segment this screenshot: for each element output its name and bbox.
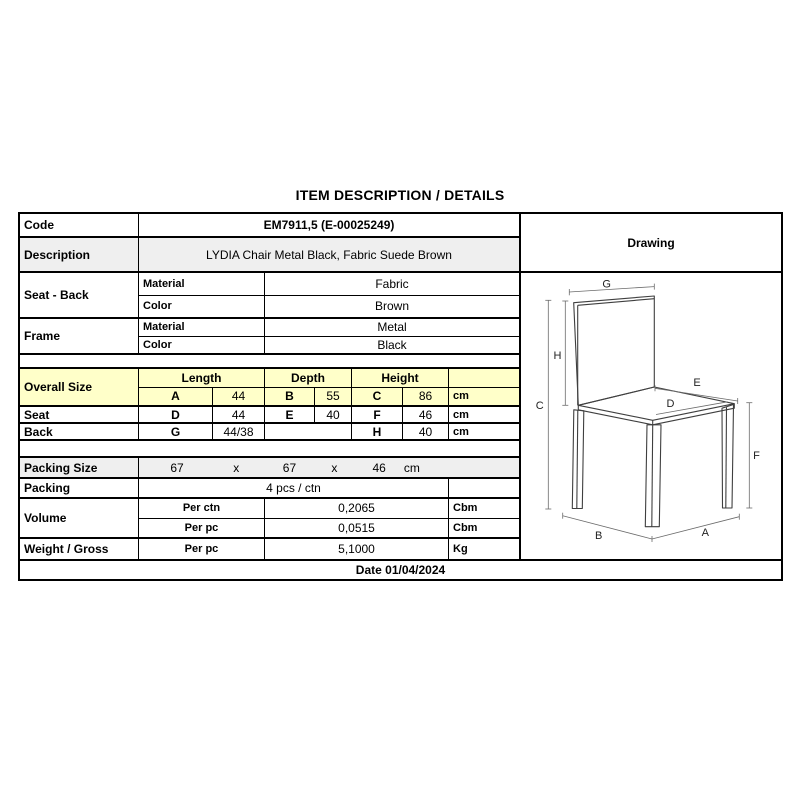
chair-drawing xyxy=(521,273,781,559)
seat-row xyxy=(20,407,519,424)
seat-value-d: 44 xyxy=(213,407,265,422)
size-header-height: Height xyxy=(352,369,449,387)
packing-value: 4 pcs / ctn xyxy=(139,479,449,497)
back-letter-g: G xyxy=(139,424,213,439)
back-value-h: 40 xyxy=(403,424,449,439)
back-unit: cm xyxy=(453,425,469,438)
chair-seat xyxy=(578,387,734,420)
packing-size-dim2: 67 xyxy=(282,460,297,475)
packing-label: Packing xyxy=(20,479,139,497)
packing-row xyxy=(20,479,519,499)
chair-leg-front xyxy=(645,425,661,527)
description-value: LYDIA Chair Metal Black, Fabric Suede Brown xyxy=(206,247,452,262)
dim-line-b xyxy=(563,516,652,539)
weight-per-pc-value: 5,1000 xyxy=(265,539,449,559)
drawing-title: Drawing xyxy=(521,214,781,273)
volume-label: Volume xyxy=(20,499,139,537)
frame-color-label: Color xyxy=(139,337,265,354)
seat-letter-d: D xyxy=(139,407,213,422)
packing-size-dim1: 67 xyxy=(170,460,184,475)
frame-color-row xyxy=(139,337,519,354)
overall-letter-c: C xyxy=(352,388,403,406)
page-title: ITEM DESCRIPTION / DETAILS xyxy=(295,187,505,203)
weight-label: Weight / Gross xyxy=(20,539,139,559)
code-label: Code xyxy=(20,214,139,236)
description-label: Description xyxy=(20,238,139,271)
packing-size-x2: x xyxy=(331,460,338,475)
overall-unit: cm xyxy=(453,390,469,403)
packing-size-dim3: 46 xyxy=(372,460,386,475)
volume-per-pc-row xyxy=(139,519,519,538)
back-letter-h: H xyxy=(352,424,403,439)
volume-per-ctn-value: 0,2065 xyxy=(265,499,449,518)
packing-empty-cell xyxy=(449,479,519,497)
packing-size-unit: cm xyxy=(403,460,420,475)
seat-back-color-value: Brown xyxy=(374,299,409,314)
code-row xyxy=(20,214,519,238)
dim-label-d: D xyxy=(666,398,675,410)
weight-per-pc-label: Per pc xyxy=(139,539,265,559)
frame-material-value: Metal xyxy=(377,320,407,335)
weight-row xyxy=(20,539,519,559)
spacer-row xyxy=(20,355,519,369)
chair-leg-right xyxy=(722,405,734,509)
dim-label-g: G xyxy=(602,278,611,291)
volume-per-ctn-label: Per ctn xyxy=(139,499,265,518)
frame-material-row xyxy=(139,319,519,337)
back-value-g: 44/38 xyxy=(213,424,265,439)
size-header-row xyxy=(139,369,519,388)
seat-value-e: 40 xyxy=(315,407,352,422)
dim-label-b: B xyxy=(595,530,603,542)
dim-label-e: E xyxy=(693,377,701,389)
frame-label: Frame xyxy=(20,319,139,353)
spacer-row xyxy=(20,441,519,458)
seat-back-material-row xyxy=(139,273,519,296)
dim-label-a: A xyxy=(701,527,709,539)
item-details-table xyxy=(18,212,783,581)
volume-section xyxy=(20,499,519,539)
seat-label: Seat xyxy=(20,407,139,422)
packing-size-x1: x xyxy=(233,460,240,475)
seat-back-label: Seat - Back xyxy=(20,273,139,317)
frame-color-value: Black xyxy=(377,337,407,352)
overall-value-b: 55 xyxy=(315,388,352,406)
size-header-empty xyxy=(449,369,519,387)
overall-size-section xyxy=(20,369,519,407)
description-row xyxy=(20,238,519,273)
volume-per-ctn-unit: Cbm xyxy=(453,502,478,515)
size-header-length: Length xyxy=(139,369,265,387)
chair-backrest xyxy=(574,296,655,405)
seat-back-section xyxy=(20,273,519,319)
volume-per-pc-label: Per pc xyxy=(139,519,265,538)
frame-section xyxy=(20,319,519,355)
weight-per-pc-unit: Kg xyxy=(453,543,468,555)
overall-letter-b: B xyxy=(265,388,315,406)
overall-value-a: 44 xyxy=(213,388,265,406)
drawing-column xyxy=(519,214,781,559)
dim-line-a xyxy=(652,517,739,539)
frame-material-label: Material xyxy=(139,319,265,336)
code-value: EM7911,5 (E-00025249) xyxy=(263,218,395,232)
seat-back-material-value: Fabric xyxy=(375,276,409,291)
chair-line-drawing xyxy=(521,273,781,559)
dim-label-c: C xyxy=(535,400,544,412)
volume-per-ctn-row xyxy=(139,499,519,519)
packing-size-row xyxy=(20,458,519,479)
overall-size-label: Overall Size xyxy=(20,369,139,405)
size-header-depth: Depth xyxy=(265,369,352,387)
back-row xyxy=(20,424,519,441)
overall-value-c: 86 xyxy=(403,388,449,406)
seat-back-color-label: Color xyxy=(139,296,265,318)
dim-line-g xyxy=(569,287,654,292)
packing-size-values xyxy=(139,458,519,477)
overall-letter-a: A xyxy=(139,388,213,406)
dim-label-h: H xyxy=(553,350,562,362)
dim-label-f: F xyxy=(753,450,760,462)
seat-unit: cm xyxy=(453,408,469,421)
date-value: Date 01/04/2024 xyxy=(355,563,446,577)
seat-letter-e: E xyxy=(265,407,315,422)
seat-value-f: 46 xyxy=(403,407,449,422)
date-row xyxy=(20,559,781,579)
back-label: Back xyxy=(20,424,139,439)
overall-size-values-row xyxy=(139,388,519,406)
seat-letter-f: F xyxy=(352,407,403,422)
volume-per-pc-unit: Cbm xyxy=(453,521,478,534)
seat-back-color-row xyxy=(139,296,519,318)
seat-back-material-label: Material xyxy=(139,273,265,295)
volume-per-pc-value: 0,0515 xyxy=(265,519,449,538)
packing-size-label: Packing Size xyxy=(20,458,139,477)
back-empty-cell xyxy=(265,424,352,439)
